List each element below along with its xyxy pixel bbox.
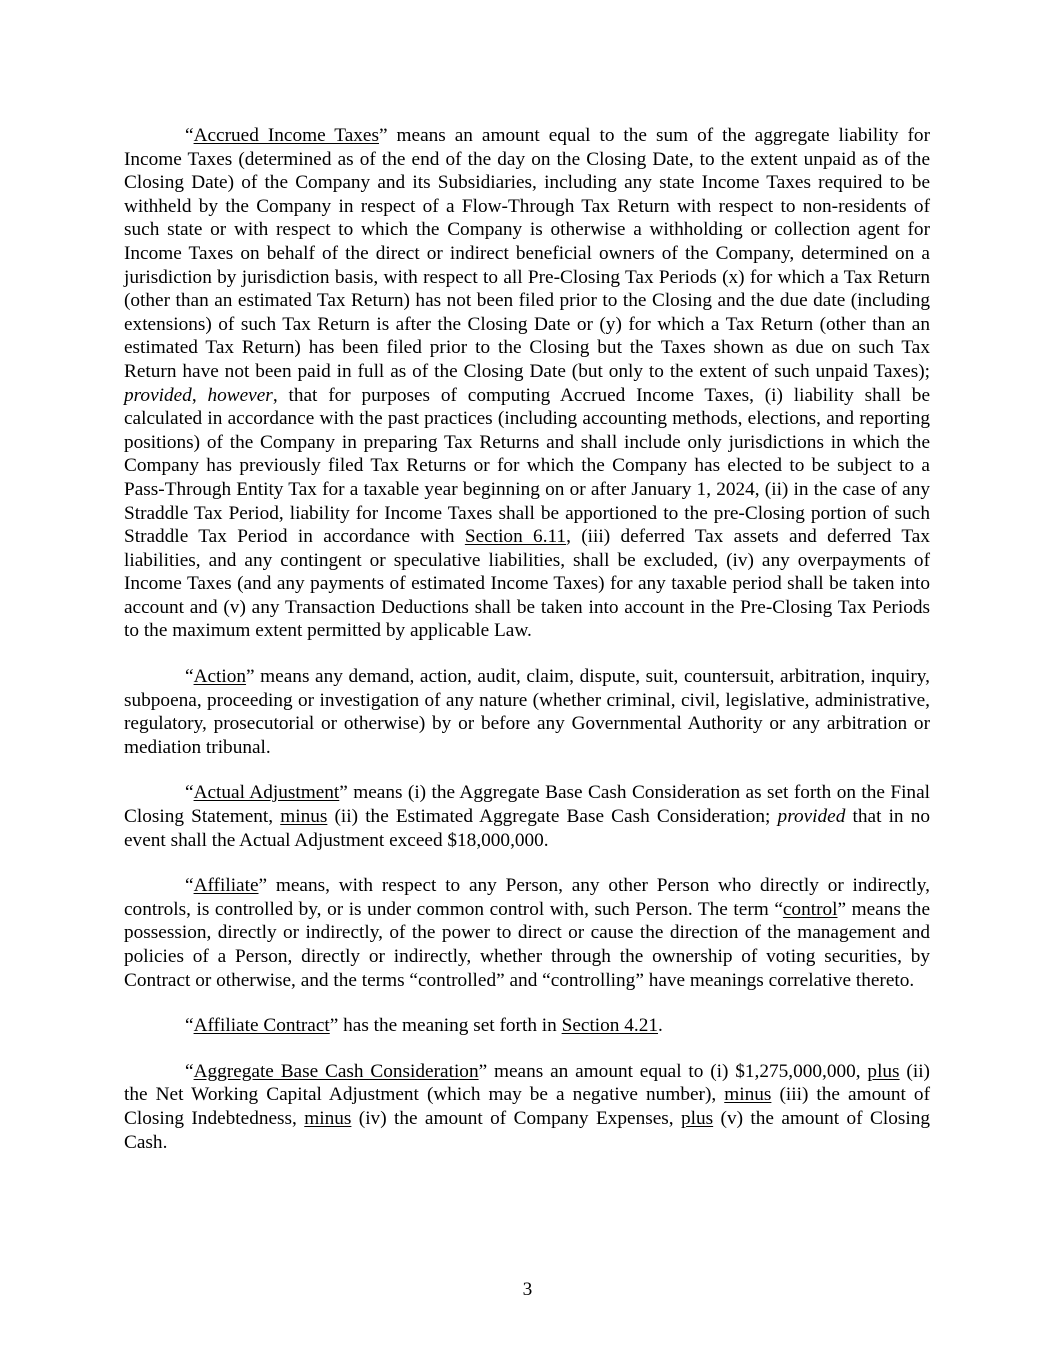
definition-actual-adjustment xyxy=(124,781,930,852)
underlined-term: plus xyxy=(867,1060,900,1082)
text-run: , that for purposes of computing Accrued Income Taxes, (i) liability shall be calculated in accordance with the past practices (including accounting methods, elections, and reporting positions) of the Company in preparing Tax Returns and shall include only jurisdictions in which the Company has previously filed Tax Returns or for which the Company has elected to be subject to a Pass-Through Entity Tax for a taxable year beginning on or after January 1, 2024, (ii) in the case of any Straddle Tax Period, liability for Income Taxes shall be apportioned to the pre-Closing portion of such Straddle Tax Period in accordance with xyxy=(124,384,931,548)
definition-accrued-income-taxes xyxy=(124,124,930,643)
underlined-term: control xyxy=(782,898,838,920)
text-run: “ xyxy=(185,125,194,146)
italic-term: provided xyxy=(777,806,846,828)
text-run: ” means an amount equal to (i) $1,275,000,000, xyxy=(478,1060,868,1082)
text-run: ” means the possession, directly or indirectly, of the power to direct or cause the direction of the management and policies of a Person, directly or indirectly, whether through the ownership of voting securities, by Contract or otherwise, and the terms “controlled” and “controlling” have meanings correlative thereto. xyxy=(124,898,930,991)
text-run: (iii) the amount of Closing Indebtedness, xyxy=(124,1084,930,1129)
text-run: ” means an amount equal to the sum of the aggregate liability for Income Taxes (determined as of the end of the day on the Closing Date, to the extent unpaid as of the Closing Date) of the Company and its Subsidiaries, including any state Income Taxes required to be withheld by the Company in respect of a Flow-Through Tax Return with respect to non-residents of such state or with respect to which the Company is otherwise a withholding or collection agent for Income Taxes on behalf of the direct or indirect beneficial owners of the Company, determined on a jurisdiction by jurisdiction basis, with respect to all Pre-Closing Tax Periods (x) for which a Tax Return (other than an estimated Tax Return) has not been filed prior to the Closing and the due date (including extensions) of such Tax Return is after the Closing Date or (y) for which a Tax Return (other than an estimated Tax Return) has been filed prior to the Closing but the Taxes shown as due on such Tax Return have not been paid in full as of the Closing Date (but only to the extent of such unpaid Taxes); xyxy=(124,125,930,382)
definition-affiliate-contract xyxy=(124,1014,930,1038)
underlined-term: minus xyxy=(724,1084,772,1106)
underlined-term: Actual Adjustment xyxy=(193,782,340,804)
text-run: “ xyxy=(185,1015,194,1037)
underlined-term: Affiliate xyxy=(193,875,259,897)
text-run: “ xyxy=(185,782,194,804)
underlined-term: Aggregate Base Cash Consideration xyxy=(193,1060,479,1082)
text-run: (ii) the Net Working Capital Adjustment (which may be a negative number), xyxy=(124,1060,930,1106)
text-run: , xyxy=(191,384,208,406)
underlined-term: Action xyxy=(193,666,247,688)
text-run: (ii) the Estimated Aggregate Base Cash Consideration; xyxy=(327,806,778,828)
italic-term: provided xyxy=(124,384,192,406)
text-run: “ xyxy=(185,1060,194,1082)
text-run: . xyxy=(658,1015,663,1037)
text-run: ” means any demand, action, audit, claim, dispute, suit, countersuit, arbitration, inquiry, subpoena, proceeding or investigation of any nature (whether criminal, civil, legislative, administrative, regulatory, prosecutorial or otherwise) by or before any Governmental Authority or any arbitration or mediation tribunal. xyxy=(124,666,930,758)
text-run: ” means, with respect to any Person, any other Person who directly or indirectly, controls, is controlled by, or is under common control with, such Person. The term “ xyxy=(124,875,930,920)
underlined-term: Accrued Income Taxes xyxy=(193,125,379,146)
definition-aggregate-base-cash-consideration xyxy=(124,1060,930,1154)
text-run: that in no event shall the Actual Adjustment exceed $18,000,000. xyxy=(124,806,930,851)
text-run: “ xyxy=(185,875,194,897)
page-number: 3 xyxy=(522,1279,533,1300)
document-body xyxy=(124,124,930,1176)
underlined-term: Section 4.21 xyxy=(561,1015,659,1037)
underlined-term: minus xyxy=(280,806,328,828)
text-run: ” means (i) the Aggregate Base Cash Consideration as set forth on the Final Closing Statement, xyxy=(124,782,930,828)
text-run: ” has the meaning set forth in xyxy=(329,1015,562,1037)
definition-affiliate xyxy=(124,874,930,992)
definition-action xyxy=(124,665,930,759)
underlined-term: Section 6.11 xyxy=(464,526,567,548)
text-run: , (iii) deferred Tax assets and deferred Tax liabilities, and any contingent or speculative liabilities, shall be excluded, (iv) any overpayments of Income Taxes (and any payments of estimated Income Taxes) for any taxable period shall be taken into account and (v) any Transaction Deductions shall be taken into account in the Pre-Closing Tax Periods to the maximum extent permitted by applicable Law. xyxy=(124,526,930,642)
text-run: (v) the amount of Closing Cash. xyxy=(124,1107,930,1153)
underlined-term: Affiliate Contract xyxy=(193,1015,330,1037)
underlined-term: minus xyxy=(304,1107,352,1129)
underlined-term: plus xyxy=(680,1107,714,1129)
text-run: (iv) the amount of Company Expenses, xyxy=(351,1107,681,1129)
italic-term: however xyxy=(207,384,273,406)
text-run: “ xyxy=(185,666,194,688)
